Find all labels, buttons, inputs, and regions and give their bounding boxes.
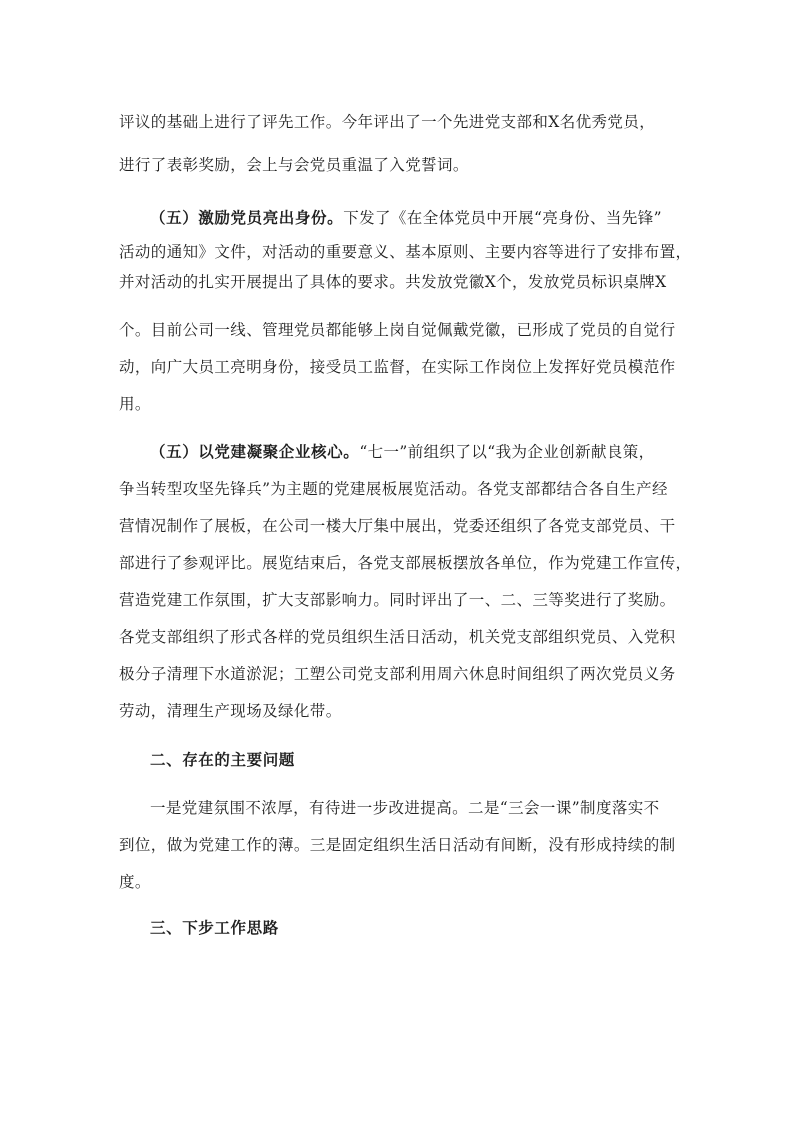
paragraph-line: 活动的通知》文件，对活动的重要意义、基本原则、主要内容等进行了安排布置， bbox=[119, 243, 692, 261]
paragraph-first-line bbox=[150, 208, 679, 228]
paragraph-line: 各党支部组织了形式各样的党员组织生活日活动，机关党支部组织党员、入党积 bbox=[119, 628, 676, 646]
paragraph-line: 并对活动的扎实开展提出了具体的要求。共发放党徽X个，发放党员标识桌牌X bbox=[119, 273, 667, 291]
paragraph-line: 用。 bbox=[119, 395, 151, 413]
paragraph-line: 到位，做为党建工作的薄。三是固定组织生活日活动有间断，没有形成持续的制 bbox=[119, 836, 676, 854]
paragraph-line: 营造党建工作氛围，扩大支部影响力。同时评出了一、二、三等奖进行了奖励。 bbox=[119, 591, 676, 609]
paragraph-title: （五）以党建凝聚企业核心。 bbox=[150, 443, 360, 461]
paragraph-line: 进行了表彰奖励，会上与会党员重温了入党誓词。 bbox=[119, 156, 469, 174]
paragraph-first-line bbox=[150, 442, 679, 462]
paragraph-text: 下发了《在全体党员中开展“亮身份、当先锋” bbox=[343, 209, 662, 227]
paragraph-line: 度。 bbox=[119, 873, 151, 891]
paragraph-line: 个。目前公司一线、管理党员都能够上岗自觉佩戴党徽，已形成了党员的自觉行 bbox=[119, 321, 676, 339]
paragraph-line: 营情况制作了展板，在公司一楼大厅集中展出，党委还组织了各党支部党员、干 bbox=[119, 517, 676, 535]
paragraph-line: 评议的基础上进行了评先工作。今年评出了一个先进党支部和X名优秀党员， bbox=[119, 113, 656, 131]
paragraph-line: 极分子清理下水道淤泥；工塑公司党支部利用周六休息时间组织了两次党员义务 bbox=[119, 665, 676, 683]
paragraph-line: 动，向广大员工亮明身份，接受员工监督，在实际工作岗位上发挥好党员模范作 bbox=[119, 358, 676, 376]
section-heading: 三、下步工作思路 bbox=[150, 919, 279, 937]
paragraph-text: “七一”前组织了以“我为企业创新献良策， bbox=[359, 443, 655, 461]
paragraph-line: 一是党建氛围不浓厚，有待进一步改进提高。二是“三会一课”制度落实不 bbox=[150, 799, 660, 817]
paragraph-title: （五）激励党员亮出身份。 bbox=[150, 209, 344, 227]
paragraph-line: 争当转型攻坚先锋兵”为主题的党建展板展览活动。各党支部都结合各自生产经 bbox=[119, 480, 668, 498]
paragraph-line: 劳动，清理生产现场及绿化带。 bbox=[119, 702, 342, 720]
paragraph-line: 部进行了参观评比。展览结束后，各党支部展板摆放各单位，作为党建工作宣传， bbox=[119, 554, 692, 572]
section-heading: 二、存在的主要问题 bbox=[150, 751, 295, 769]
